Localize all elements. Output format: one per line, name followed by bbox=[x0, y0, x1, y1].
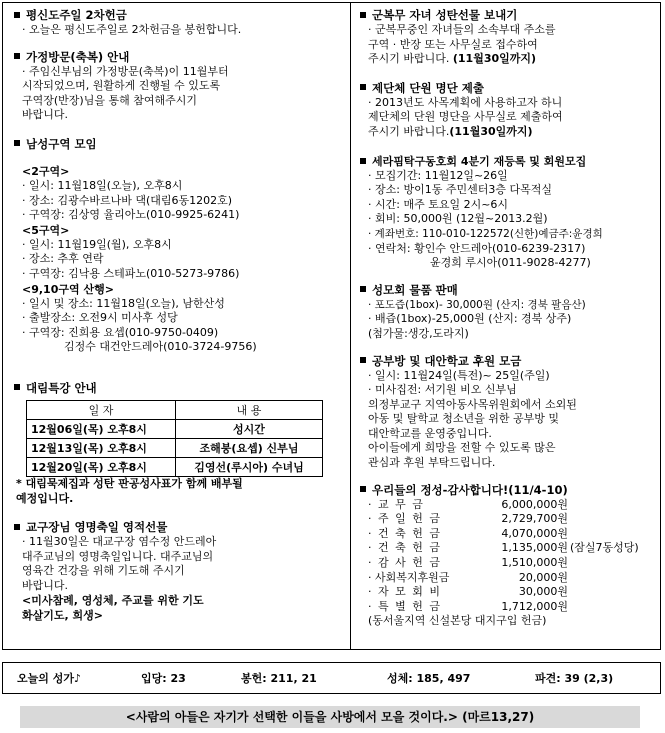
table-cell: 성시간 bbox=[176, 419, 323, 438]
notice-line: 의정부교구 지역아동사목위원회에서 소외된 bbox=[368, 397, 577, 411]
offering-amount: 30,000원 bbox=[518, 585, 568, 599]
offering-amount: 1,510,000원 bbox=[501, 556, 568, 570]
square-bullet-icon bbox=[14, 384, 20, 390]
notice-line: · 회비: 50,000원 (12월~2013.2월) bbox=[368, 212, 548, 226]
offering-footnote: (동서울지역 신설본당 대지구입 헌금) bbox=[368, 614, 547, 628]
notice-line: · 일시 및 장소: 11월18일(오늘), 남한산성 bbox=[22, 296, 225, 310]
column-divider bbox=[350, 2, 351, 650]
offering-label: · 특 별 헌 금 bbox=[368, 599, 442, 613]
offering-amount: 1,712,000원 bbox=[501, 599, 568, 613]
notice-line: · 연락처: 황인수 안드레아(010-6239-2317) bbox=[368, 241, 586, 255]
notice-line: · 일시: 11월24일(특전)~ 25일(주일) bbox=[368, 368, 550, 382]
notice-line: 주시기 바랍니다. (11월30일까지) bbox=[368, 52, 537, 66]
offering-row bbox=[368, 541, 656, 556]
hymn-communion: 성체: 185, 497 bbox=[387, 672, 471, 685]
notice-line: 아이들에게 희망을 전할 수 있도록 많은 bbox=[368, 441, 556, 455]
notice-line: · 2013년도 사목계획에 사용하고자 하니 bbox=[368, 95, 563, 109]
square-bullet-icon bbox=[14, 524, 20, 530]
offering-label: · 건 축 헌 금 bbox=[368, 541, 442, 555]
bible-verse: <사람의 아들은 자기가 선택한 이들을 사방에서 모을 것이다.> (마르13,27) bbox=[20, 706, 640, 728]
notice-lay-sunday bbox=[14, 8, 344, 38]
table-cell: 12월13일(목) 오후8시 bbox=[27, 438, 176, 457]
table-header: 내 용 bbox=[176, 400, 323, 419]
offering-row bbox=[368, 556, 656, 571]
notice-line: · 일시: 11월18일(오늘), 오후8시 bbox=[22, 178, 183, 192]
notice-soldier-gift bbox=[360, 8, 656, 67]
table-cell: 12월06일(목) 오후8시 bbox=[27, 419, 176, 438]
offering-row bbox=[368, 512, 656, 527]
notice-line: · 포도즙(1box)- 30,000원 (산지: 경북 팔음산) bbox=[368, 298, 586, 311]
notice-line: · 장소: 방이1동 주민센터3층 다목적실 bbox=[368, 183, 552, 197]
notice-line: · 시간: 매주 토요일 2시~6시 bbox=[368, 197, 509, 211]
offering-row bbox=[368, 527, 656, 542]
square-bullet-icon bbox=[14, 12, 20, 18]
offering-amount: 6,000,000원 bbox=[501, 497, 568, 511]
offering-amount: 4,070,000원 bbox=[501, 526, 568, 540]
notice-line: · 미사집전: 서기원 비오 신부님 bbox=[368, 383, 517, 397]
section-title: 성모회 물품 판매 bbox=[360, 283, 656, 298]
notice-line: 예정입니다. bbox=[16, 491, 74, 505]
notice-line: 시작되었으며, 원활하게 진행될 수 있도록 bbox=[22, 79, 221, 93]
notice-line: · 장소: 추후 연락 bbox=[22, 252, 104, 266]
hymn-label: 오늘의 성가♪ bbox=[17, 672, 81, 685]
square-bullet-icon bbox=[360, 357, 366, 363]
table-row bbox=[27, 419, 323, 438]
section-title: 제단체 단원 명단 제출 bbox=[360, 81, 656, 96]
offering-row bbox=[368, 498, 656, 513]
notice-line: · 구역장: 진희용 요셉(010-9750-0409) bbox=[22, 325, 219, 339]
square-bullet-icon bbox=[360, 84, 366, 90]
table-header-row bbox=[27, 400, 323, 419]
lecture-table bbox=[26, 400, 323, 477]
section-title: 공부방 및 대안학교 후원 모금 bbox=[360, 354, 656, 369]
square-bullet-icon bbox=[14, 53, 20, 59]
notice-line: 아동 및 탈학교 청소년을 위한 공부방 및 bbox=[368, 412, 559, 426]
notice-line: · 일시: 11월19일(월), 오후8시 bbox=[22, 237, 172, 251]
notice-study-room-fund bbox=[360, 354, 656, 471]
notice-advent-lecture bbox=[14, 381, 344, 506]
group-heading: <2구역> bbox=[22, 164, 70, 178]
offering-amount: 2,729,700원 bbox=[501, 512, 568, 526]
table-cell: 김영선(루시아) 수녀님 bbox=[176, 457, 323, 476]
notice-offerings bbox=[360, 483, 656, 629]
section-title: 군복무 자녀 성탄선물 보내기 bbox=[360, 8, 656, 23]
offering-label: · 주 일 헌 금 bbox=[368, 512, 442, 526]
notice-mens-meeting bbox=[14, 137, 344, 355]
square-bullet-icon bbox=[360, 12, 366, 18]
offering-row bbox=[368, 600, 656, 615]
group-heading: <9,10구역 산행> bbox=[22, 282, 114, 296]
notice-line: · 모집기간: 11월12일~26일 bbox=[368, 168, 508, 182]
square-bullet-icon bbox=[360, 286, 366, 292]
notice-line: · 계좌번호: 110-010-122572(신한)예금주:윤경희 bbox=[368, 227, 603, 240]
notice-line: · 구역장: 김상영 율리아노(010-9925-6241) bbox=[22, 208, 240, 222]
notice-line: · 장소: 김광수바르나바 댁(대림6동1202호) bbox=[22, 193, 233, 207]
notice-home-visit bbox=[14, 50, 344, 123]
notice-bold-line: 화살기도, 희생> bbox=[22, 609, 103, 623]
offering-row bbox=[368, 571, 656, 586]
section-title: 남성구역 모임 bbox=[14, 137, 344, 152]
notice-line: 바랍니다. bbox=[22, 578, 69, 592]
notice-line: (첨가물:생강,도라지) bbox=[368, 326, 469, 340]
hymn-offertory: 봉헌: 211, 21 bbox=[241, 672, 317, 685]
notice-bold-line: <미사참례, 영성체, 주교를 위한 기도 bbox=[22, 594, 204, 608]
square-bullet-icon bbox=[360, 486, 366, 492]
offering-label: · 감 사 헌 금 bbox=[368, 556, 442, 570]
notice-line: · 출발장소: 오전9시 미사후 성당 bbox=[22, 311, 178, 325]
notice-line: · 11월30일은 대교구장 염수정 안드레아 bbox=[22, 535, 217, 549]
notice-line: 주시기 바랍니다.(11월30일까지) bbox=[368, 124, 533, 138]
notice-line: · 구역장: 김낙용 스테파노(010-5273-9786) bbox=[22, 266, 240, 280]
deadline: (11월30일까지) bbox=[449, 124, 533, 138]
notice-table-tennis bbox=[360, 154, 656, 271]
table-row bbox=[27, 438, 323, 457]
hymn-entrance: 입당: 23 bbox=[141, 672, 186, 685]
notice-line: · 군복무중인 자녀들의 소속부대 주소를 bbox=[368, 23, 556, 36]
offering-label: · 사회복지후원금 bbox=[368, 570, 450, 584]
notice-line: · 오늘은 평신도주일로 2차헌금을 봉헌합니다. bbox=[22, 23, 242, 36]
section-title: 평신도주일 2차헌금 bbox=[14, 8, 344, 23]
left-column bbox=[14, 8, 344, 623]
notice-line: 김정수 대건안드레아(010-3724-9756) bbox=[64, 340, 257, 354]
hymn-bar bbox=[2, 662, 661, 694]
deadline: (11월30일까지) bbox=[452, 52, 537, 66]
right-column bbox=[360, 8, 656, 629]
offering-label: · 건 축 헌 금 bbox=[368, 526, 442, 540]
notice-line: 영육간 건강을 위해 기도해 주시기 bbox=[22, 564, 185, 578]
notice-line: 제단체의 단원 명단을 사무실로 제출하여 bbox=[368, 110, 563, 124]
section-title: 세라핌탁구동호회 4분기 재등록 및 회원모집 bbox=[360, 154, 656, 169]
group-heading: <5구역> bbox=[22, 223, 70, 237]
notice-archbishop-feast bbox=[14, 520, 344, 623]
notice-line: 바랍니다. bbox=[22, 108, 69, 122]
offering-row bbox=[368, 585, 656, 600]
offering-amount: 1,135,000원 bbox=[501, 541, 568, 555]
section-title: 가정방문(축복) 안내 bbox=[14, 50, 344, 65]
offering-list bbox=[360, 498, 656, 629]
table-header: 일 자 bbox=[27, 400, 176, 419]
notice-line: 대안학교를 운영중입니다. bbox=[368, 426, 492, 440]
notice-mothers-sale bbox=[360, 283, 656, 342]
notice-line: · 주임신부님의 가정방문(축복)이 11월부터 bbox=[22, 64, 229, 78]
table-row bbox=[27, 457, 323, 476]
square-bullet-icon bbox=[360, 158, 366, 164]
notice-line: 구역장(반장)님을 통해 참여해주시기 bbox=[22, 93, 197, 107]
table-cell: 조해붕(요셉) 신부님 bbox=[176, 438, 323, 457]
table-cell: 12월20일(목) 오후8시 bbox=[27, 457, 176, 476]
offering-note: (잠실7동성당) bbox=[570, 541, 639, 555]
section-title: 우리들의 정성-감사합니다!(11/4-10) bbox=[360, 483, 656, 498]
notice-line: · 배즙(1box)-25,000원 (산지: 경북 상주) bbox=[368, 312, 572, 326]
notice-line: 대주교님의 영명축일입니다. 대주교님의 bbox=[22, 549, 214, 563]
square-bullet-icon bbox=[14, 140, 20, 146]
notice-line: 윤경희 루시아(011-9028-4277) bbox=[430, 256, 591, 270]
offering-label: · 교 무 금 bbox=[368, 497, 425, 511]
notice-line: 구역 · 반장 또는 사무실로 접수하여 bbox=[368, 37, 538, 51]
notice-line: 관심과 후원 부탁드립니다. bbox=[368, 456, 496, 470]
notice-line: * 대림묵제집과 성탄 판공성사표가 함께 배부될 bbox=[16, 476, 243, 490]
section-title: 교구장님 영명축일 영적선물 bbox=[14, 520, 344, 535]
offering-amount: 20,000원 bbox=[518, 570, 568, 584]
notice-member-list bbox=[360, 81, 656, 140]
hymn-dismissal: 파견: 39 (2,3) bbox=[535, 672, 614, 685]
section-title: 대림특강 안내 bbox=[14, 381, 344, 396]
offering-label: · 자 모 회 비 bbox=[368, 585, 442, 599]
